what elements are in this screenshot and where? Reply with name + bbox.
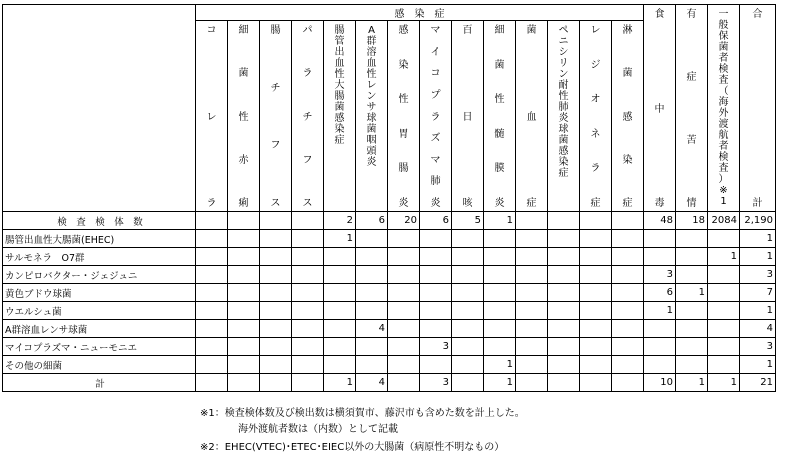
table-cell: 1	[740, 248, 776, 266]
table-cell: 48	[644, 212, 676, 230]
table-cell: 1	[324, 230, 356, 248]
table-row	[3, 284, 776, 302]
table-cell	[516, 212, 548, 230]
table-cell	[580, 266, 612, 284]
column-header-8	[452, 21, 484, 212]
table-cell	[388, 230, 420, 248]
table-cell	[292, 230, 324, 248]
table-cell	[452, 284, 484, 302]
table-cell	[516, 320, 548, 338]
table-cell	[676, 230, 708, 248]
column-header-11	[548, 21, 580, 212]
table-cell: 3	[740, 338, 776, 356]
column-header-0	[196, 21, 228, 212]
table-cell	[292, 338, 324, 356]
table-cell	[292, 212, 324, 230]
column-header-15	[676, 5, 708, 212]
column-header-16	[708, 5, 740, 212]
table-cell: 3	[644, 266, 676, 284]
vertical-label: 菌 血 症	[526, 25, 537, 209]
table-cell	[292, 356, 324, 374]
table-cell: 6	[644, 284, 676, 302]
table-cell	[324, 356, 356, 374]
vertical-label: パ ラ チ フ ス	[302, 25, 313, 209]
table-cell	[676, 248, 708, 266]
table-cell: 1	[676, 284, 708, 302]
table-cell: 7	[740, 284, 776, 302]
table-cell	[644, 230, 676, 248]
table-cell: 1	[484, 212, 516, 230]
results-table	[2, 4, 776, 392]
table-cell	[644, 320, 676, 338]
column-header-13	[612, 21, 644, 212]
table-row	[3, 302, 776, 320]
table-cell	[420, 356, 452, 374]
table-cell	[228, 302, 260, 320]
row-label: 検 査 検 体 数	[3, 212, 196, 230]
table-cell	[580, 374, 612, 392]
table-cell	[356, 284, 388, 302]
vertical-label: 淋 菌 感 染 症	[622, 25, 633, 209]
table-cell	[612, 284, 644, 302]
table-cell	[580, 320, 612, 338]
table-cell	[676, 320, 708, 338]
table-cell	[548, 212, 580, 230]
vertical-label: 一 般 保 菌 者 検 査 （ 海 外 渡 航 者 検 査 ） ※ 1	[718, 9, 729, 207]
column-header-9	[484, 21, 516, 212]
table-cell	[644, 356, 676, 374]
table-cell: 6	[356, 212, 388, 230]
row-label: 計	[3, 374, 196, 392]
table-cell	[548, 338, 580, 356]
table-cell	[324, 302, 356, 320]
table-cell	[580, 284, 612, 302]
table-cell	[196, 248, 228, 266]
table-cell	[708, 284, 740, 302]
row-label: 腸管出血性大腸菌(EHEC)	[3, 230, 196, 248]
vertical-label: 腸 チ フ ス	[270, 25, 281, 209]
table-cell	[356, 248, 388, 266]
table-cell	[324, 338, 356, 356]
table-cell	[612, 248, 644, 266]
vertical-label: 合 計	[752, 9, 763, 209]
table-cell	[548, 284, 580, 302]
table-cell	[452, 320, 484, 338]
table-cell	[548, 248, 580, 266]
table-cell	[612, 230, 644, 248]
column-header-4	[324, 21, 356, 212]
table-cell: 6	[420, 212, 452, 230]
table-cell	[228, 284, 260, 302]
table-cell	[612, 266, 644, 284]
table-cell	[388, 302, 420, 320]
table-row	[3, 248, 776, 266]
row-label: A群溶血レンサ球菌	[3, 320, 196, 338]
table-cell: 4	[356, 374, 388, 392]
table-cell	[548, 230, 580, 248]
table-cell: 18	[676, 212, 708, 230]
table-cell	[548, 302, 580, 320]
table-cell	[708, 302, 740, 320]
table-cell: 3	[420, 374, 452, 392]
table-cell: 10	[644, 374, 676, 392]
table-cell	[324, 284, 356, 302]
table-cell	[452, 356, 484, 374]
table-row	[3, 212, 776, 230]
table-row	[3, 374, 776, 392]
vertical-label: 感 染 性 胃 腸 炎	[398, 25, 409, 209]
table-row	[3, 320, 776, 338]
table-cell: 1	[740, 230, 776, 248]
table-cell	[196, 320, 228, 338]
footnote-1-continued: 海外渡航者数は（内数）として記載	[238, 424, 398, 435]
table-cell	[676, 356, 708, 374]
table-cell	[388, 320, 420, 338]
table-cell	[452, 338, 484, 356]
table-cell	[548, 356, 580, 374]
table-cell	[420, 284, 452, 302]
table-cell	[196, 212, 228, 230]
vertical-label: ペ ニ シ リ ン 耐 性 肺 炎 球 菌 感 染 症	[558, 25, 569, 179]
table-cell	[292, 320, 324, 338]
table-cell	[356, 266, 388, 284]
table-cell	[484, 338, 516, 356]
table-cell	[260, 320, 292, 338]
table-cell	[516, 374, 548, 392]
table-cell	[676, 338, 708, 356]
table-cell	[484, 230, 516, 248]
table-row	[3, 266, 776, 284]
table-cell	[292, 266, 324, 284]
table-cell	[260, 356, 292, 374]
table-cell: 2084	[708, 212, 740, 230]
table-cell: 4	[356, 320, 388, 338]
table-cell	[196, 266, 228, 284]
table-cell	[676, 302, 708, 320]
table-cell	[580, 302, 612, 320]
table-cell	[580, 230, 612, 248]
table-row	[3, 230, 776, 248]
table-cell: 1	[708, 248, 740, 266]
table-cell	[484, 248, 516, 266]
table-cell	[324, 248, 356, 266]
table-cell	[452, 266, 484, 284]
row-label: ウエルシュ菌	[3, 302, 196, 320]
table-cell	[484, 302, 516, 320]
table-cell	[324, 320, 356, 338]
table-cell	[228, 248, 260, 266]
table-cell	[324, 266, 356, 284]
table-cell	[612, 212, 644, 230]
table-cell: 4	[740, 320, 776, 338]
table-cell	[388, 266, 420, 284]
vertical-label: 腸 管 出 血 性 大 腸 菌 感 染 症	[334, 25, 345, 146]
table-cell	[548, 320, 580, 338]
vertical-label: A 群 溶 血 性 レ ン サ 球 菌 咽 頭 炎	[366, 25, 377, 168]
table-cell	[196, 356, 228, 374]
table-cell	[228, 338, 260, 356]
vertical-label: 細 菌 性 赤 痢	[238, 25, 249, 209]
table-cell	[196, 302, 228, 320]
table-cell: 1	[324, 374, 356, 392]
table-cell	[484, 320, 516, 338]
table-cell: 1	[740, 356, 776, 374]
table-cell	[228, 230, 260, 248]
table-cell: 1	[740, 302, 776, 320]
infectious-disease-group-header: 感 染 症	[196, 5, 644, 21]
table-cell	[228, 212, 260, 230]
table-cell	[292, 374, 324, 392]
table-cell	[516, 356, 548, 374]
table-cell: 2	[324, 212, 356, 230]
table-cell	[452, 230, 484, 248]
table-cell	[548, 266, 580, 284]
vertical-label: 食 中 毒	[654, 9, 665, 209]
table-cell	[452, 374, 484, 392]
table-cell: 5	[452, 212, 484, 230]
row-label: マイコプラズマ・ニューモニエ	[3, 338, 196, 356]
vertical-label: マ イ コ プ ラ ズ マ 肺 炎	[430, 25, 441, 209]
table-cell	[708, 230, 740, 248]
table-cell	[228, 320, 260, 338]
table-cell	[452, 302, 484, 320]
table-cell	[388, 374, 420, 392]
vertical-label: 有 症 苦 情	[686, 9, 697, 209]
table-cell	[420, 320, 452, 338]
table-cell	[516, 266, 548, 284]
table-cell	[260, 230, 292, 248]
column-header-17	[740, 5, 776, 212]
table-cell	[292, 284, 324, 302]
column-header-1	[228, 21, 260, 212]
table-cell	[612, 302, 644, 320]
table-cell	[292, 302, 324, 320]
column-header-10	[516, 21, 548, 212]
table-cell	[708, 356, 740, 374]
row-label: カンピロバクター・ジェジュニ	[3, 266, 196, 284]
table-cell	[484, 266, 516, 284]
table-cell	[676, 266, 708, 284]
table-cell	[708, 320, 740, 338]
table-cell	[644, 338, 676, 356]
table-cell	[580, 248, 612, 266]
table-cell	[260, 374, 292, 392]
table-cell	[420, 302, 452, 320]
table-cell	[452, 248, 484, 266]
table-cell	[260, 212, 292, 230]
table-cell: 1	[676, 374, 708, 392]
table-cell	[612, 320, 644, 338]
row-label: サルモネラ O7群	[3, 248, 196, 266]
table-cell: 3	[420, 338, 452, 356]
table-cell	[708, 266, 740, 284]
table-cell: 1	[484, 374, 516, 392]
table-cell	[356, 302, 388, 320]
footnote-1: ※1：検査検体数及び検出数は横須賀市、藤沢市も含めた数を計上した。	[200, 408, 525, 419]
column-header-7	[420, 21, 452, 212]
column-header-2	[260, 21, 292, 212]
table-cell: 2,190	[740, 212, 776, 230]
table-cell	[580, 212, 612, 230]
table-cell	[516, 284, 548, 302]
table-cell	[292, 248, 324, 266]
table-cell: 1	[484, 356, 516, 374]
footnote-2: ※2：EHEC(VTEC)･ETEC･EIEC以外の大腸菌（病原性不明なもの）	[200, 442, 505, 453]
row-label: その他の細菌	[3, 356, 196, 374]
table-cell	[612, 338, 644, 356]
table-cell	[516, 302, 548, 320]
table-cell	[260, 266, 292, 284]
table-cell: 3	[740, 266, 776, 284]
table-cell	[196, 284, 228, 302]
table-cell	[388, 338, 420, 356]
table-cell	[548, 374, 580, 392]
table-cell: 1	[644, 302, 676, 320]
table-cell	[388, 356, 420, 374]
table-cell	[516, 248, 548, 266]
table-row	[3, 338, 776, 356]
table-cell: 1	[708, 374, 740, 392]
table-cell	[260, 284, 292, 302]
vertical-label: 百 日 咳	[462, 25, 473, 209]
table-cell	[420, 248, 452, 266]
vertical-label: 細 菌 性 髄 膜 炎	[494, 25, 505, 209]
table-cell	[516, 230, 548, 248]
header-row-group	[3, 5, 776, 21]
vertical-label: レ ジ オ ネ ラ 症	[590, 25, 601, 209]
table-cell	[356, 356, 388, 374]
table-cell	[196, 230, 228, 248]
table-cell	[612, 356, 644, 374]
column-header-3	[292, 21, 324, 212]
row-label: 黄色ブドウ球菌	[3, 284, 196, 302]
table-cell	[484, 284, 516, 302]
corner-cell	[3, 5, 196, 212]
table-cell	[580, 338, 612, 356]
table-cell	[260, 248, 292, 266]
table-cell	[228, 356, 260, 374]
table-cell	[420, 266, 452, 284]
table-cell	[356, 338, 388, 356]
table-cell	[644, 248, 676, 266]
vertical-label: コ レ ラ	[206, 25, 217, 209]
table-cell	[612, 374, 644, 392]
column-header-5	[356, 21, 388, 212]
table-cell	[580, 356, 612, 374]
table-cell	[196, 338, 228, 356]
table-cell	[516, 338, 548, 356]
table-cell	[356, 230, 388, 248]
table-cell	[228, 266, 260, 284]
table-cell: 21	[740, 374, 776, 392]
table-cell	[260, 338, 292, 356]
table-cell	[388, 284, 420, 302]
table-cell	[196, 374, 228, 392]
table-cell: 20	[388, 212, 420, 230]
column-header-14	[644, 5, 676, 212]
table-cell	[260, 302, 292, 320]
table-cell	[420, 230, 452, 248]
column-header-6	[388, 21, 420, 212]
table-cell	[708, 338, 740, 356]
column-header-12	[580, 21, 612, 212]
table-cell	[388, 248, 420, 266]
table-row	[3, 356, 776, 374]
table-cell	[228, 374, 260, 392]
